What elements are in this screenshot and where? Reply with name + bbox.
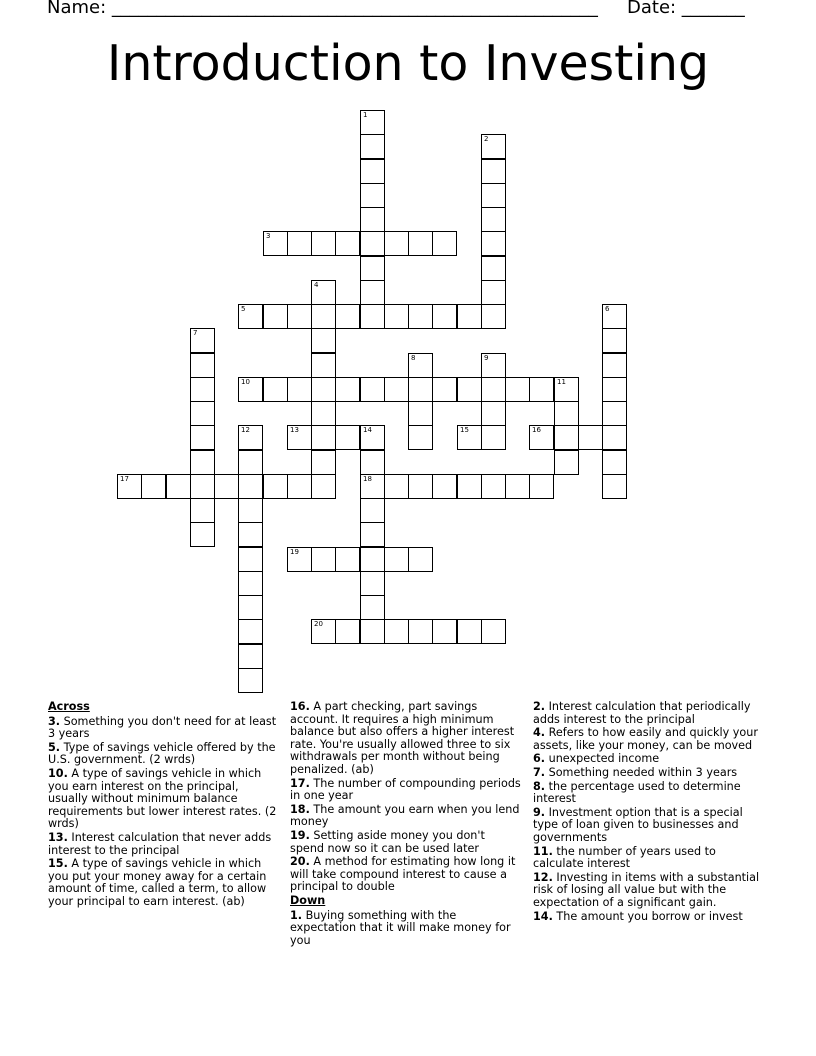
crossword-cell[interactable]	[141, 474, 166, 499]
crossword-cell[interactable]	[481, 159, 506, 184]
crossword-cell[interactable]	[481, 353, 506, 378]
crossword-cell[interactable]	[481, 425, 506, 450]
crossword-cell[interactable]	[384, 231, 409, 256]
crossword-cell[interactable]	[457, 619, 482, 644]
crossword-cell[interactable]	[263, 474, 288, 499]
clue-number: 6	[605, 305, 610, 313]
crossword-cell[interactable]	[554, 450, 579, 475]
crossword-cell[interactable]	[311, 474, 336, 499]
crossword-cell[interactable]	[190, 377, 215, 402]
crossword-cell[interactable]	[481, 401, 506, 426]
crossword-cell[interactable]	[481, 183, 506, 208]
crossword-cell[interactable]	[238, 450, 263, 475]
clue-down-1: 1. Buying something with the expectation that it will make money for you	[290, 908, 511, 947]
crossword-cell[interactable]	[481, 304, 506, 329]
clue-down-4: 4. Refers to how easily and quickly your assets, like your money, can be moved	[533, 726, 758, 752]
crossword-cell[interactable]	[360, 377, 385, 402]
clue-across-10: 10. A type of savings vehicle in which you earn interest on the principal, usually without minimum balance requirements but lower interest rates. (2 wrds)	[48, 766, 277, 831]
crossword-cell[interactable]	[190, 450, 215, 475]
crossword-cell[interactable]	[457, 304, 482, 329]
crossword-cell[interactable]	[457, 474, 482, 499]
clue-across-17: 17. The number of compounding periods in one year	[290, 776, 521, 803]
crossword-cell[interactable]	[335, 425, 360, 450]
crossword-cell[interactable]	[505, 377, 530, 402]
crossword-cell[interactable]	[408, 619, 433, 644]
crossword-cell[interactable]	[360, 304, 385, 329]
date-field-label: Date: _______	[627, 0, 745, 18]
crossword-cell[interactable]	[311, 280, 336, 305]
crossword-cell[interactable]	[384, 619, 409, 644]
crossword-cell[interactable]	[190, 328, 215, 353]
crossword-cell[interactable]	[190, 353, 215, 378]
clue-across-5: 5. Type of savings vehicle offered by the U.S. government. (2 wrds)	[48, 740, 276, 767]
clue-number: 5	[241, 305, 246, 313]
crossword-cell[interactable]	[335, 231, 360, 256]
down-heading: Down	[290, 893, 326, 907]
crossword-cell[interactable]	[408, 425, 433, 450]
crossword-cell[interactable]	[311, 619, 336, 644]
crossword-cell[interactable]	[287, 425, 312, 450]
clue-number: 19	[290, 548, 299, 556]
crossword-cell[interactable]	[214, 474, 239, 499]
clue-across-16: 16. A part checking, part savings account. It requires a high minimum balance but also offers a higher interest rate. You're usually allowed three to six withdrawals per month without being penalized. (ab)	[290, 700, 515, 776]
clue-number: 8	[411, 354, 416, 362]
clue-across-13: 13. Interest calculation that never adds interest to the principal	[48, 830, 272, 857]
clue-across-20: 20. A method for estimating how long it will take compound interest to cause a principal to double	[290, 855, 516, 894]
crossword-cell[interactable]	[481, 134, 506, 159]
name-field-label: Name: ______________________________________________________	[47, 0, 598, 18]
across-heading: Across	[48, 700, 90, 713]
clue-number: 12	[241, 426, 250, 434]
clue-down-7: 7. Something needed within 3 years	[533, 765, 738, 779]
crossword-cell[interactable]	[481, 619, 506, 644]
crossword-cell[interactable]	[408, 353, 433, 378]
crossword-cell[interactable]	[287, 547, 312, 572]
crossword-cell[interactable]	[602, 304, 627, 329]
crossword-cell[interactable]	[287, 231, 312, 256]
crossword-cell[interactable]	[360, 547, 385, 572]
clue-number: 15	[460, 426, 469, 434]
crossword-cell[interactable]	[287, 474, 312, 499]
page-title: Introduction to Investing	[106, 35, 710, 92]
crossword-cell[interactable]	[408, 304, 433, 329]
crossword-cell[interactable]	[311, 425, 336, 450]
crossword-cell[interactable]	[481, 280, 506, 305]
crossword-cell[interactable]	[263, 231, 288, 256]
crossword-cell[interactable]	[529, 377, 554, 402]
crossword-cell[interactable]	[311, 450, 336, 475]
crossword-cell[interactable]	[360, 595, 385, 620]
clue-column-2	[290, 701, 522, 948]
crossword-cell[interactable]	[335, 377, 360, 402]
crossword-cell[interactable]	[166, 474, 191, 499]
crossword-cell[interactable]	[432, 304, 457, 329]
crossword-cell[interactable]	[481, 256, 506, 281]
crossword-cell[interactable]	[238, 619, 263, 644]
crossword-cell[interactable]	[554, 377, 579, 402]
crossword-cell[interactable]	[384, 547, 409, 572]
clue-down-14: 14. The amount you borrow or invest	[533, 909, 743, 923]
clue-down-6: 6. unexpected income	[533, 752, 660, 766]
crossword-cell[interactable]	[360, 183, 385, 208]
crossword-cell[interactable]	[602, 425, 627, 450]
clue-down-11: 11. the number of years used to calculate interest	[533, 844, 716, 871]
crossword-cell[interactable]	[602, 377, 627, 402]
crossword-cell[interactable]	[360, 159, 385, 184]
clue-number: 18	[363, 475, 372, 483]
clue-number: 17	[120, 475, 129, 483]
crossword-cell[interactable]	[360, 207, 385, 232]
crossword-cell[interactable]	[360, 571, 385, 596]
crossword-cell[interactable]	[238, 522, 263, 547]
clue-across-15: 15. A type of savings vehicle in which you put your money away for a certain amount of time, called a term, to allow your principal to earn interest. (ab)	[48, 857, 267, 908]
crossword-cell[interactable]	[360, 474, 385, 499]
crossword-cell[interactable]	[554, 425, 579, 450]
clue-column-3	[533, 701, 767, 924]
crossword-cell[interactable]	[311, 401, 336, 426]
crossword-cell[interactable]	[360, 450, 385, 475]
crossword-cell[interactable]	[311, 231, 336, 256]
crossword-cell[interactable]	[384, 304, 409, 329]
crossword-cell[interactable]	[602, 474, 627, 499]
crossword-cell[interactable]	[287, 377, 312, 402]
crossword-cell[interactable]	[238, 668, 263, 693]
crossword-cell[interactable]	[238, 304, 263, 329]
crossword-cell[interactable]	[578, 425, 603, 450]
crossword-cell[interactable]	[432, 377, 457, 402]
crossword-cell[interactable]	[311, 304, 336, 329]
crossword-cell[interactable]	[481, 207, 506, 232]
clue-number: 4	[314, 281, 319, 289]
clue-down-9: 9. Investment option that is a special type of loan given to businesses and governments	[533, 805, 743, 844]
crossword-cell[interactable]	[360, 522, 385, 547]
crossword-cell[interactable]	[335, 304, 360, 329]
clue-number: 3	[266, 232, 271, 240]
crossword-cell[interactable]	[384, 377, 409, 402]
crossword-cell[interactable]	[263, 304, 288, 329]
crossword-cell[interactable]	[335, 619, 360, 644]
crossword-cell[interactable]	[335, 547, 360, 572]
crossword-cell[interactable]	[432, 619, 457, 644]
crossword-cell[interactable]	[117, 474, 142, 499]
crossword-cell[interactable]	[481, 231, 506, 256]
crossword-cell[interactable]	[360, 280, 385, 305]
clue-number: 16	[532, 426, 541, 434]
crossword-cell[interactable]	[529, 425, 554, 450]
clue-number: 20	[314, 620, 323, 628]
crossword-cell[interactable]	[408, 547, 433, 572]
crossword-cell[interactable]	[311, 377, 336, 402]
clue-across-19: 19. Setting aside money you don't spend now so it can be used later	[290, 828, 485, 855]
crossword-cell[interactable]	[408, 401, 433, 426]
crossword-cell[interactable]	[602, 401, 627, 426]
crossword-cell[interactable]	[287, 304, 312, 329]
clue-number: 2	[484, 135, 489, 143]
crossword-cell[interactable]	[481, 474, 506, 499]
crossword-cell[interactable]	[481, 377, 506, 402]
crossword-cell[interactable]	[384, 474, 409, 499]
crossword-cell[interactable]	[360, 619, 385, 644]
crossword-cell[interactable]	[432, 474, 457, 499]
crossword-cell[interactable]	[311, 328, 336, 353]
crossword-cell[interactable]	[190, 425, 215, 450]
crossword-cell[interactable]	[190, 498, 215, 523]
crossword-cell[interactable]	[457, 425, 482, 450]
clue-column-1	[48, 701, 280, 910]
crossword-cell[interactable]	[190, 522, 215, 547]
crossword-cell[interactable]	[360, 110, 385, 135]
crossword-cell[interactable]	[238, 474, 263, 499]
clue-down-8: 8. the percentage used to determine interest	[533, 779, 741, 806]
crossword-cell[interactable]	[554, 401, 579, 426]
clue-number: 10	[241, 378, 250, 386]
crossword-cell[interactable]	[190, 401, 215, 426]
clue-number: 7	[193, 329, 198, 337]
clue-number: 11	[557, 378, 566, 386]
crossword-cell[interactable]	[238, 595, 263, 620]
clue-down-2: 2. Interest calculation that periodically adds interest to the principal	[533, 700, 751, 726]
crossword-cell[interactable]	[408, 474, 433, 499]
crossword-cell[interactable]	[408, 377, 433, 402]
crossword-cell[interactable]	[360, 498, 385, 523]
clue-number: 14	[363, 426, 372, 434]
crossword-cell[interactable]	[238, 425, 263, 450]
crossword-cell[interactable]	[360, 425, 385, 450]
crossword-cell[interactable]	[529, 474, 554, 499]
crossword-cell[interactable]	[238, 644, 263, 669]
crossword-cell[interactable]	[238, 571, 263, 596]
crossword-cell[interactable]	[505, 474, 530, 499]
crossword-cell[interactable]	[360, 231, 385, 256]
crossword-cell[interactable]	[190, 474, 215, 499]
clue-number: 13	[290, 426, 299, 434]
clue-number: 9	[484, 354, 489, 362]
crossword-cell[interactable]	[263, 377, 288, 402]
clue-across-18: 18. The amount you earn when you lend money	[290, 802, 520, 829]
crossword-cell[interactable]	[432, 231, 457, 256]
crossword-cell[interactable]	[360, 256, 385, 281]
clue-down-12: 12. Investing in items with a substantial risk of losing all value but with the expectation of a significant gain.	[533, 870, 760, 909]
crossword-cell[interactable]	[457, 377, 482, 402]
crossword-cell[interactable]	[602, 450, 627, 475]
crossword-cell[interactable]	[311, 547, 336, 572]
crossword-cell[interactable]	[238, 377, 263, 402]
crossword-cell[interactable]	[408, 231, 433, 256]
crossword-cell[interactable]	[238, 547, 263, 572]
crossword-cell[interactable]	[602, 328, 627, 353]
clue-number: 1	[363, 111, 368, 119]
crossword-cell[interactable]	[311, 353, 336, 378]
crossword-cell[interactable]	[360, 134, 385, 159]
crossword-cell[interactable]	[238, 498, 263, 523]
clue-across-3: 3. Something you don't need for at least 3 years	[48, 714, 277, 741]
crossword-cell[interactable]	[602, 353, 627, 378]
